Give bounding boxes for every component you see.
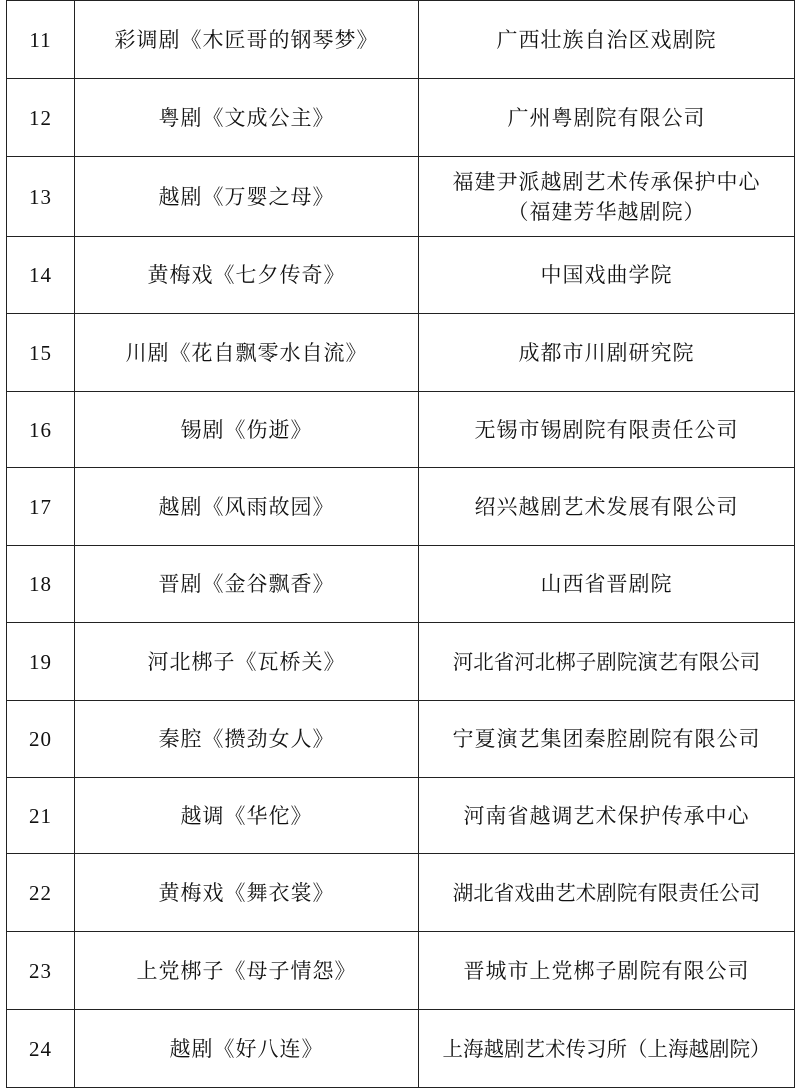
row-number-cell: 14 — [7, 237, 75, 314]
organization-cell — [419, 79, 795, 157]
organization-cell — [419, 1, 795, 79]
organization-line: 宁夏演艺集团秦腔剧院有限公司 — [452, 727, 761, 751]
row-number-cell: 15 — [7, 314, 75, 392]
row-number-cell: 12 — [7, 79, 75, 157]
program-title-cell: 川剧《花自飘零水自流》 — [75, 314, 419, 392]
program-table — [6, 0, 795, 1088]
row-number-cell: 24 — [7, 1010, 75, 1088]
program-title-cell: 越剧《万婴之母》 — [75, 157, 419, 237]
organization-cell — [419, 701, 795, 778]
table-row — [7, 79, 795, 157]
organization-line: 河北省河北梆子剧院演艺有限公司 — [452, 649, 761, 674]
table-row — [7, 237, 795, 314]
table-row — [7, 468, 795, 546]
organization-line: 河南省越调艺术保护传承中心 — [463, 803, 750, 828]
program-title-cell: 锡剧《伤逝》 — [75, 392, 419, 468]
row-number-cell: 19 — [7, 623, 75, 701]
row-number-cell: 18 — [7, 546, 75, 623]
table-row — [7, 778, 795, 854]
organization-line: 山西省晋剧院 — [540, 572, 673, 596]
program-title-cell: 黄梅戏《七夕传奇》 — [75, 237, 419, 314]
program-title-cell: 秦腔《攒劲女人》 — [75, 701, 419, 778]
organization-line: 福建尹派越剧艺术传承保护中心 — [452, 169, 761, 194]
table-row — [7, 157, 795, 237]
row-number-cell: 16 — [7, 392, 75, 468]
row-number-cell: 11 — [7, 1, 75, 79]
organization-line: 晋城市上党梆子剧院有限公司 — [463, 958, 750, 983]
row-number-cell: 13 — [7, 157, 75, 237]
table-row — [7, 1010, 795, 1088]
organization-cell — [419, 468, 795, 546]
organization-cell — [419, 392, 795, 468]
program-title-cell: 河北梆子《瓦桥关》 — [75, 623, 419, 701]
organization-cell — [419, 932, 795, 1010]
table-row — [7, 854, 795, 932]
table-row — [7, 932, 795, 1010]
organization-cell — [419, 314, 795, 392]
organization-line: 上海越剧艺术传习所（上海越剧院） — [442, 1036, 771, 1061]
organization-line: 无锡市锡剧院有限责任公司 — [474, 417, 739, 442]
organization-line: 绍兴越剧艺术发展有限公司 — [474, 494, 739, 519]
organization-line: 湖北省戏曲艺术剧院有限责任公司 — [452, 880, 761, 905]
organization-cell — [419, 546, 795, 623]
table-row — [7, 314, 795, 392]
table-row — [7, 392, 795, 468]
program-title-cell: 晋剧《金谷飘香》 — [75, 546, 419, 623]
program-title-cell: 越剧《风雨故园》 — [75, 468, 419, 546]
organization-line: 广州粤剧院有限公司 — [507, 105, 706, 130]
program-title-cell: 上党梆子《母子情怨》 — [75, 932, 419, 1010]
program-title-cell: 黄梅戏《舞衣裳》 — [75, 854, 419, 932]
row-number-cell: 20 — [7, 701, 75, 778]
row-number-cell: 17 — [7, 468, 75, 546]
table-row — [7, 1, 795, 79]
table-row — [7, 546, 795, 623]
table-row — [7, 623, 795, 701]
program-title-cell: 彩调剧《木匠哥的钢琴梦》 — [75, 1, 419, 79]
organization-cell — [419, 854, 795, 932]
program-title-cell: 越剧《好八连》 — [75, 1010, 419, 1088]
row-number-cell: 21 — [7, 778, 75, 854]
organization-cell — [419, 778, 795, 854]
organization-line: （福建芳华越剧院） — [507, 199, 706, 224]
organization-line: 中国戏曲学院 — [540, 263, 673, 287]
program-title-cell: 粤剧《文成公主》 — [75, 79, 419, 157]
organization-cell — [419, 623, 795, 701]
table-body — [7, 1, 795, 1088]
program-title-cell: 越调《华佗》 — [75, 778, 419, 854]
organization-cell — [419, 237, 795, 314]
table-row — [7, 701, 795, 778]
organization-line: 广西壮族自治区戏剧院 — [496, 27, 717, 52]
organization-cell — [419, 157, 795, 237]
organization-cell — [419, 1010, 795, 1088]
row-number-cell: 23 — [7, 932, 75, 1010]
row-number-cell: 22 — [7, 854, 75, 932]
organization-line: 成都市川剧研究院 — [518, 340, 695, 365]
